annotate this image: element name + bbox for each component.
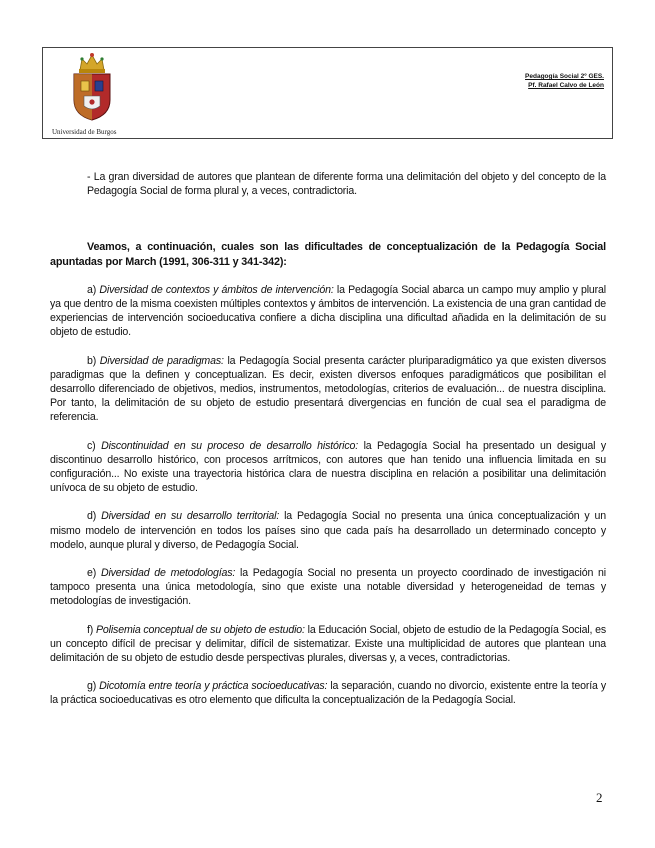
paragraph-e — [50, 566, 606, 609]
item-text: la Pedagogía Social no presenta una única conceptualización y un mismo modelo de intervención en todos los países sino que cada país ha desarrollado un determinado concepto y modelo, aunque plural y diverso, de Pedagogía Social. — [50, 510, 606, 551]
item-term: Diversidad de metodologías: — [100, 567, 236, 580]
page-header — [42, 47, 613, 139]
item-term: Diversidad en su desarrollo territorial: — [101, 510, 280, 523]
paragraph-f — [50, 623, 606, 666]
item-text: la Educación Social, objeto de estudio de la Pedagogía Social, es un concepto difícil de precisar y delimitar, difícil de sistematizar. Existe una multiplicidad de autores que plantean una delimitación de su objeto de estudio desde perspectivas plurales, diversas y, a veces, contradictorias. — [50, 623, 607, 665]
university-crest-icon — [67, 50, 117, 122]
course-title: Pedagogía Social 2º GES. — [525, 73, 604, 80]
item-label: d) — [87, 510, 97, 523]
item-label: c) — [87, 439, 96, 452]
item-text: la separación, cuando no divorcio, existente entre la teoría y la práctica socioeducativas es otro elemento que dificulta la conceptualización de la Pedagogía Social. — [50, 680, 606, 707]
item-term: Diversidad de contextos y ámbitos de intervención: — [99, 283, 334, 296]
course-info — [525, 72, 604, 90]
item-term: Discontinuidad en su proceso de desarrollo histórico: — [101, 439, 359, 452]
section-lead: Veamos, a continuación, cuales son las dificultades de conceptualización de la Pedagogía Social apuntadas por March (1991, 306-311 y 341-342): — [50, 241, 606, 268]
item-text: la Pedagogía Social no presenta un proyecto coordinado de investigación ni tampoco presenta una única metodología, sino que existe una notable diversidad y heterogeneidad de temas y metodologías de investigación. — [50, 567, 606, 608]
item-term: Polisemia conceptual de su objeto de estudio: — [95, 623, 305, 636]
paragraph-d — [50, 509, 606, 552]
item-text: la Pedagogía Social abarca un campo muy amplio y plural ya que dentro de la misma coexisten múltiples contextos y ámbitos de intervención. La existencia de una gran cantidad de experiencias de intervención socioeducativa confiere a dicha disciplina una dificultad añadida en la delimitación de su objeto de estudio. — [50, 283, 606, 339]
item-label: e) — [87, 567, 97, 580]
professor-name: Pf. Rafael Calvo de León — [528, 82, 604, 89]
document-body — [50, 170, 606, 708]
item-label: b) — [87, 354, 97, 367]
item-label: g) — [87, 680, 97, 693]
item-term: Diversidad de paradigmas: — [99, 354, 224, 367]
page-number: 2 — [596, 790, 603, 805]
paragraph-g — [50, 679, 606, 707]
item-term: Dicotomía entre teoría y práctica socioeducativas: — [99, 680, 328, 693]
item-label: a) — [87, 283, 97, 296]
paragraph-c — [50, 439, 606, 496]
paragraph-b — [50, 354, 606, 425]
item-text: la Pedagogía Social ha presentado un desigual y discontinuo desarrollo histórico, con procesos arrítmicos, con autores que han tenido una influencia limitada en su configuración... No existe una trayectoria histórica clara de nuestra disciplina en relación a posibilitar una delimitación unívoca de su objeto de estudio. — [50, 439, 606, 495]
item-label: f) — [87, 623, 94, 636]
paragraph-a — [50, 283, 606, 340]
intro-point: - La gran diversidad de autores que plantean de diferente forma una delimitación del objeto y del concepto de la Pedagogía Social de forma plural y, a veces, contradictoria. — [87, 171, 606, 198]
university-name: Universidad de Burgos — [52, 128, 117, 136]
item-text: la Pedagogía Social presenta carácter pluriparadigmático ya que existen diversos paradigmas que la definen y conceptualizan. Es decir, existen diversos enfoques paradigmáticos que posibilitan el desarrollo diferenciado de objetivos, medios, instrumentos, metodologías, criterios de evaluación... de nuestra disciplina. Por tanto, la delimitación de su objeto de estudio presentará divergencias en función de cual sea el paradigma de referencia. — [50, 354, 607, 424]
